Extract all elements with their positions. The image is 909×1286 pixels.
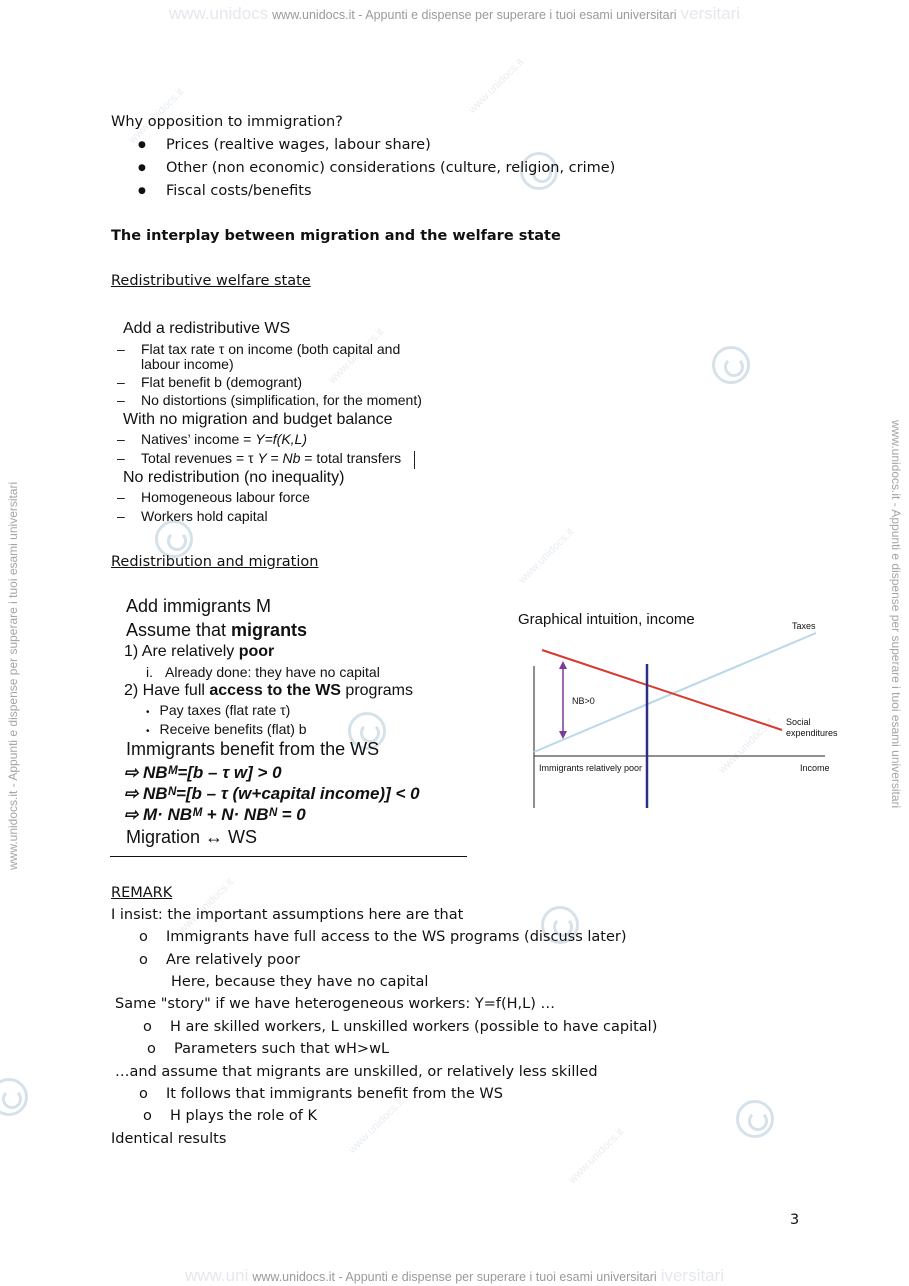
footer-ghost-right: iversitari [660,1266,724,1285]
header-ghost-left: www.unidocs [168,4,269,23]
slide2-formula-3 [124,805,306,825]
p1-bold: poor [238,643,275,660]
p2-sub2: Receive benefits (flat) b [159,721,307,737]
p2-prefix: 2) Have full [124,682,210,699]
header-ghost-right: versitari [680,4,741,23]
arrow-icon: ⇨ [124,784,139,803]
watermark-text: www.unidocs.it [346,1096,407,1156]
slide1-item-text: No distortions (simplification, for the moment) [141,392,422,408]
slide2-point-2 [124,682,413,700]
arrow-icon: ⇨ [124,805,139,824]
page-header [0,4,909,24]
slide2-point-1-sub [146,664,380,680]
arrow-icon: ⇨ [124,763,139,782]
natives-prefix: Natives’ income = [141,431,256,447]
slide1-item-text: Flat tax rate τ on income (both capital and [141,341,401,357]
watermark-text: www.unidocs.it [326,326,387,386]
section-title: The interplay between migration and the welfare state [111,228,561,244]
revenues-prefix: Total revenues = τ [141,450,258,466]
watermark-text: www.unidocs.it [566,1126,627,1186]
slide2-heading-3: Immigrants benefit from the WS [126,739,380,759]
remark-item: o H are skilled workers, L unskilled workers (possible to have capital) [170,1019,657,1035]
watermark-text: www.unidocs.it [126,86,187,146]
expenditures-label: expenditures [786,728,838,738]
remark-line: Same "story" if we have heterogeneous workers: Y=f(H,L) … [115,996,555,1012]
taxes-label: Taxes [792,621,816,631]
intro-bullet: ● Prices (realtive wages, labour share) [166,137,431,153]
remark-item: o It follows that immigrants benefit from the WS [166,1086,503,1102]
page-number: 3 [790,1212,800,1228]
slide2-heading-2 [126,620,307,641]
slide1-item: – Workers hold capital [117,508,268,524]
formula-text: NBᴹ=[b – τ w] > 0 [142,763,282,782]
footer-ghost-left: www.uni [185,1266,249,1285]
footer-text: www.unidocs.it - Appunti e dispense per superare i tuoi esami universitari [252,1270,657,1284]
p2-suffix: programs [340,682,414,699]
slide2-point-1 [124,643,274,661]
intro-bullet: ● Fiscal costs/benefits [166,183,312,199]
intro-bullet: ● Other (non economic) considerations (culture, religion, crime) [166,160,615,176]
nb-arrow-head-top [559,661,567,669]
watermark-logo-icon [736,1100,774,1138]
remark-line: I insist: the important assumptions here are that [111,907,464,923]
revenues-formula: Y = Nb [257,450,301,466]
p1-prefix: 1) Are relatively [124,643,239,660]
watermark-logo-icon [712,346,750,384]
slide1-item-text: Flat benefit b (demogrant) [141,374,303,390]
watermark-logo-icon [0,1078,28,1116]
subsection-redistributive-ws: Redistributive welfare state [111,273,311,289]
nb-label: NB>0 [572,696,595,706]
watermark-text: www.unidocs.it [516,526,577,586]
side-watermark-right: www.unidocs.it - Appunti e dispense per superare i tuoi esami universitari [889,420,903,809]
watermark-logo-icon [155,520,193,558]
formula-text: M· NBᴹ + N· NBᴺ = 0 [142,805,306,824]
slide1-heading-1: Add a redistributive WS [123,320,291,337]
subsection-redistribution-migration: Redistribution and migration [111,554,319,570]
divider-line [110,856,467,857]
slide2-formula-1 [124,763,282,783]
natives-formula: Y=f(K,L) [255,431,307,447]
slide1-item-text: Workers hold capital [141,508,268,524]
remark-title: REMARK [111,885,173,901]
slide2-h2-prefix: Assume that [126,620,232,640]
side-watermark-left: www.unidocs.it - Appunti e dispense per superare i tuoi esami universitari [6,481,20,870]
watermark-text: www.unidocs.it [716,716,777,776]
slide1-heading-3: No redistribution (no inequality) [123,469,345,486]
slide1-item: – No distortions (simplification, for the moment) [117,392,422,408]
p2-sub1: Pay taxes (flat rate τ) [159,702,291,718]
remark-line: …and assume that migrants are unskilled, or relatively less skilled [115,1064,598,1080]
slide1-item: – Homogeneous labour force [117,489,310,505]
slide2-h2-bold: migrants [231,620,308,640]
page-footer [0,1266,909,1286]
text-cursor [414,451,415,469]
slide2-last: Migration ↔ WS [126,827,258,847]
remark-item: o Parameters such that wH>wL [174,1041,389,1057]
taxes-line [534,633,816,752]
slide1-item: – Flat tax rate τ on income (both capital and [117,341,401,357]
slide2-formula-2 [124,784,420,804]
p2-bold: access to the WS [209,682,341,699]
social-label: Social [786,717,811,727]
intro-question: Why opposition to immigration? [111,114,343,130]
watermark-text: www.unidocs.it [176,876,237,936]
slide1-item: – Total revenues = τ Y = Nb = total transfers [117,450,402,466]
remark-item: o H plays the role of K [170,1108,317,1124]
poor-label: Immigrants relatively poor [539,763,643,773]
intuition-graph [500,600,860,820]
slide1-item-cont: labour income) [141,356,234,372]
slide1-item: – Flat benefit b (demogrant) [117,374,303,390]
formula-text: NBᴺ=[b – τ (w+capital income)] < 0 [142,784,420,803]
graph-title: Graphical intuition, income [518,611,695,628]
remark-item: o Immigrants have full access to the WS programs (discuss later) [166,929,627,945]
slide1-item-text: Homogeneous labour force [141,489,310,505]
slide2-heading-1: Add immigrants M [126,596,272,616]
remark-item: o Are relatively poor [166,952,300,968]
p1-sub-num: i. [146,664,153,680]
slide2-point-2-sub: • Receive benefits (flat) b [146,721,307,737]
revenues-suffix: = total transfers [300,450,402,466]
remark-subitem: Here, because they have no capital [171,974,429,990]
slide2-point-2-sub: • Pay taxes (flat rate τ) [146,702,291,718]
header-text: www.unidocs.it - Appunti e dispense per superare i tuoi esami universitari [272,8,677,22]
slide1-item: – Natives’ income = Y=f(K,L) [117,431,307,447]
income-label: Income [800,763,830,773]
remark-line: Identical results [111,1131,227,1147]
slide1-heading-2: With no migration and budget balance [123,411,393,428]
watermark-text: www.unidocs.it [466,56,527,116]
p1-sub: Already done: they have no capital [165,664,380,680]
